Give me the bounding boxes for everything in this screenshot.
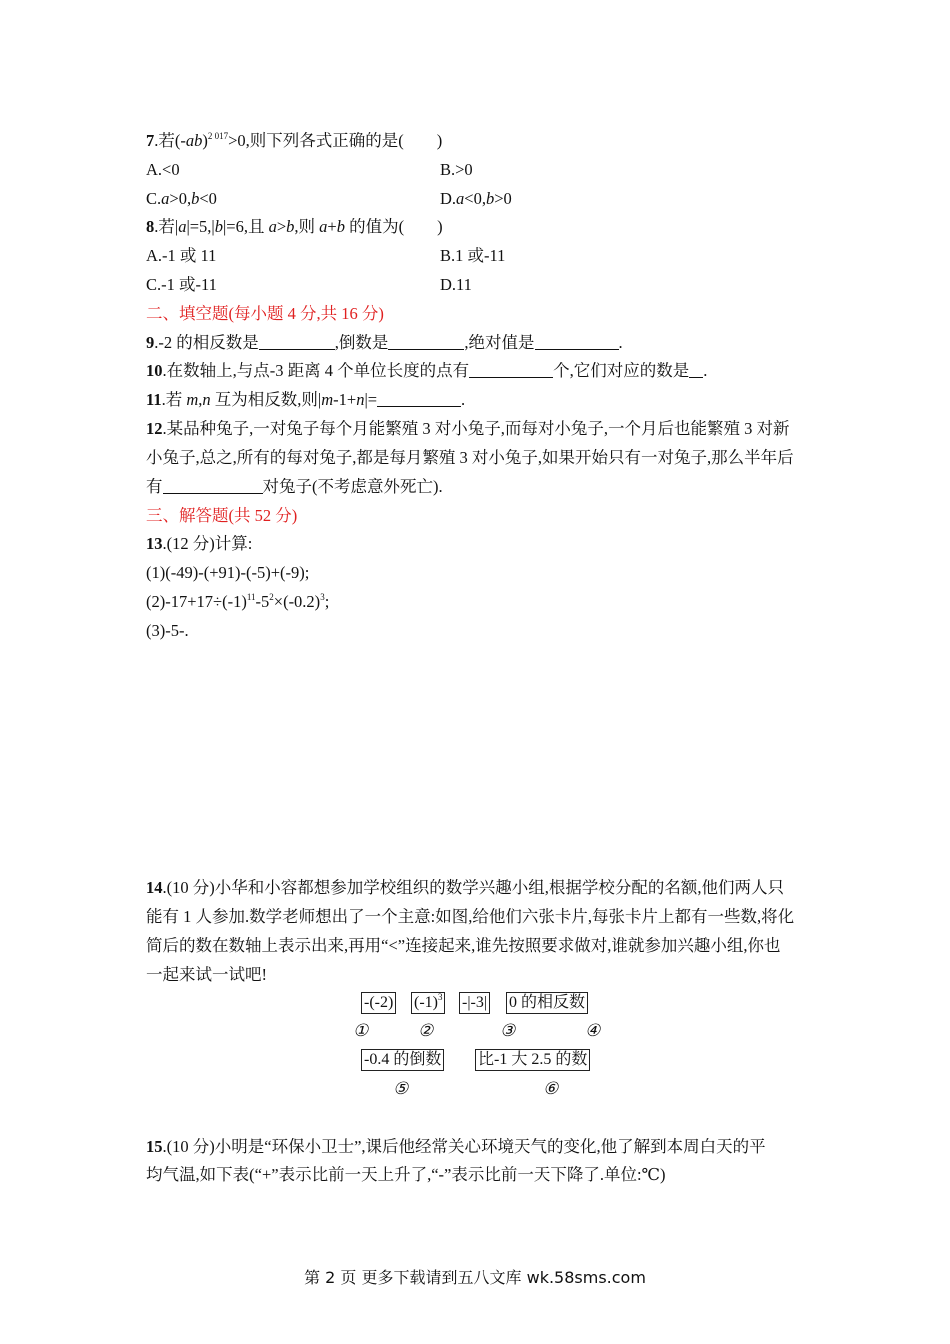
question-14-line-1: 14.(10 分)小华和小容都想参加学校组织的数学兴趣小组,根据学校分配的名额,他们两人只 <box>146 878 784 897</box>
option-b: B.1 或-11 <box>440 246 506 265</box>
question-8-options-ab <box>146 245 506 267</box>
option-a: A.-1 或 11 <box>146 246 217 265</box>
answer-blank[interactable] <box>469 362 553 378</box>
question-13-part-2: $(2)-17+17\div(-1)^{11}-5^2\times(-0.2)^3$; <box>146 592 330 611</box>
question-15-line-1: 15.(10 分)小明是“环保小卫士”,课后他经常关心环境天气的变化,他了解到本周白天的平 <box>146 1137 766 1156</box>
question-12-line-2: 小兔子,总之,所有的每对兔子,都是每月繁殖 3 对小兔子,如果开始只有一对兔子,那么半年后 <box>146 448 794 467</box>
section-heading-solutions: 三、解答题(共 52 分) <box>146 506 298 525</box>
question-12-line-1: 12.某品种兔子,一对兔子每个月能繁殖 3 对小兔子,而每对小兔子,一个月后也能繁殖 3 对新 <box>146 419 790 438</box>
card-3: -|-3| <box>459 992 490 1014</box>
answer-blank[interactable] <box>388 334 464 350</box>
question-13-part-1: (1)(-49)-(+91)-(-5)+(-9); <box>146 563 310 582</box>
question-14-line-3: 简后的数在数轴上表示出来,再用“<”连接起来,谁先按照要求做对,谁就参加兴趣小组,你也 <box>146 936 781 955</box>
answer-blank[interactable] <box>377 391 461 407</box>
question-8-stem: 8.若|a|=5,|b|=6,且 a>b,则 a+b 的值为( ) <box>146 217 443 236</box>
question-14-line-2: 能有 1 人参加.数学老师想出了一个主意:如图,给他们六张卡片,每张卡片上都有一些数,将化 <box>146 907 795 926</box>
question-8-options-cd <box>146 274 472 296</box>
option-c: C.-1 或-11 <box>146 275 217 294</box>
answer-blank[interactable] <box>535 334 619 350</box>
question-12-line-3: 有 对兔子(不考虑意外死亡). <box>146 477 443 496</box>
answer-blank[interactable] <box>259 334 335 350</box>
question-13-part-3: (3)-5-. <box>146 621 189 640</box>
question-9: 9.-2 的相反数是 ,倒数是 ,绝对值是 . <box>146 333 623 352</box>
question-13-head: 13.(12 分)计算: <box>146 534 253 553</box>
answer-blank[interactable] <box>163 478 263 494</box>
label-5: ⑤ <box>393 1079 409 1098</box>
card-4: 0 的相反数 <box>506 992 588 1014</box>
card-1: -(-2) <box>361 992 396 1014</box>
question-7-options-cd <box>146 188 512 210</box>
label-3: ③ <box>500 1021 516 1040</box>
card-5: -0.4 的倒数 <box>361 1049 444 1071</box>
question-11: 11.若 m,n 互为相反数,则|m-1+n|= . <box>146 390 466 409</box>
section-heading-fill-in: 二、填空题(每小题 4 分,共 16 分) <box>146 304 384 323</box>
card-6: 比-1 大 2.5 的数 <box>475 1049 590 1071</box>
question-15-line-2: 均气温,如下表(“+”表示比前一天上升了,“-”表示比前一天下降了.单位:℃) <box>146 1165 666 1184</box>
option-d: D.a<0,b>0 <box>440 189 512 208</box>
question-7-stem: 7.若$(-ab)^{2 017}>0$,则下列各式正确的是( ) <box>146 131 443 150</box>
option-b: B.>0 <box>440 160 473 179</box>
answer-blank[interactable] <box>689 362 703 378</box>
label-1: ① <box>353 1021 369 1040</box>
label-6: ⑥ <box>543 1079 559 1098</box>
label-2: ② <box>418 1021 434 1040</box>
label-4: ④ <box>585 1021 601 1040</box>
question-10: 10.在数轴上,与点-3 距离 4 个单位长度的点有 个,它们对应的数是 . <box>146 361 708 380</box>
question-14-line-4: 一起来试一试吧! <box>146 965 267 984</box>
option-c: C.a>0,b<0 <box>146 189 217 208</box>
card-2: $(-1)^3$ <box>411 992 445 1014</box>
option-d: D.11 <box>440 275 472 294</box>
page-footer: 第 2 页 更多下载请到五八文库 wk.58sms.com <box>304 1268 646 1287</box>
option-a: A.<0 <box>146 160 180 179</box>
question-7-options-ab <box>146 159 473 181</box>
